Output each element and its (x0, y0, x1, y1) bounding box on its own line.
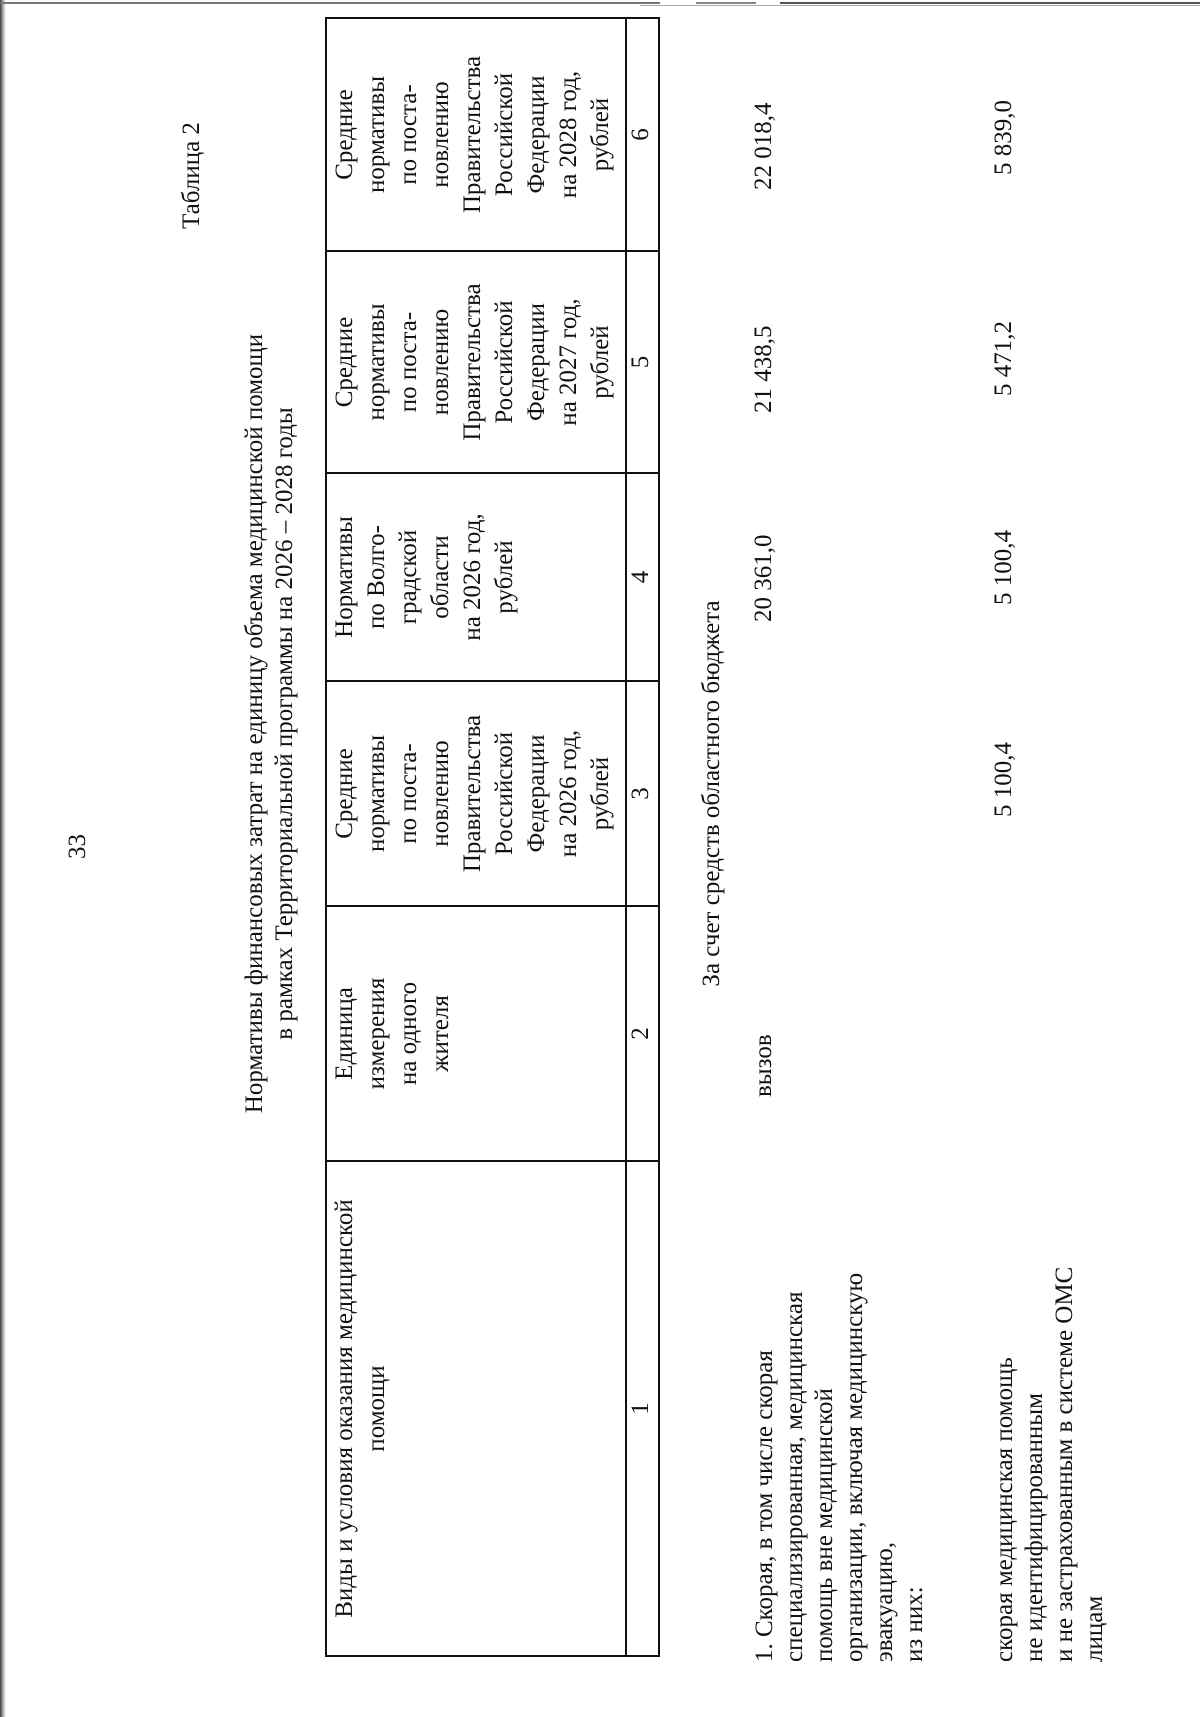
header-col-2-line-1: Единица (331, 987, 358, 1080)
header-col-6-line-2: нормативы (363, 76, 390, 194)
table-header (325, 17, 663, 1657)
header-col-6-line-9: рублей (587, 97, 614, 172)
header-col-1 (329, 1162, 393, 1655)
row-1-line-2: специализированная, медицинская (781, 1291, 808, 1662)
header-col-6-line-7: Федерации (523, 75, 550, 194)
header-col-6-line-3: по поста- (395, 84, 422, 185)
header-col-3-line-5: Правительства (459, 714, 486, 873)
header-col-4-line-1: Нормативы (331, 516, 358, 638)
table-row-2-label (990, 1142, 1110, 1662)
header-col-5-line-1: Средние (331, 316, 358, 408)
header-col-5-line-3: по поста- (395, 311, 422, 413)
row-2-line-2: не идентифицированным (1021, 1393, 1048, 1662)
row-1-rf-2027: 21 438,5 (750, 325, 777, 413)
header-col-4 (329, 474, 521, 680)
header-col-3-line-8: на 2026 год, (555, 729, 582, 858)
header-col-2 (329, 907, 457, 1160)
header-col-3-line-9: рублей (587, 756, 614, 831)
header-col-5-line-5: Правительства (459, 283, 486, 441)
row-2-rf-2027: 5 471,2 (990, 321, 1017, 396)
header-col-5-line-6: Российской (491, 300, 518, 424)
table-label: Таблица 2 (178, 122, 205, 229)
header-col-2-line-4: жителя (427, 995, 454, 1072)
header-col-5-line-9: рублей (587, 325, 614, 399)
header-col-6-line-1: Средние (331, 89, 358, 180)
header-col-3-line-4: новлению (427, 740, 454, 847)
table-top-border (325, 17, 327, 1657)
row-1-line-5: эвакуацию, (871, 1541, 898, 1662)
header-col-2-line-3: на одного (395, 981, 422, 1086)
table-title-line-2: в рамках Территориальной программы на 2026 – 2028 годы (271, 407, 298, 1040)
header-col-3-line-6: Российской (491, 731, 518, 856)
header-col-3-line-7: Федерации (523, 734, 550, 853)
header-col-5-line-2: нормативы (363, 303, 390, 421)
header-col-6-line-6: Российской (491, 72, 518, 197)
header-col-5-line-4: новлению (427, 308, 454, 416)
table-col-border-0 (325, 1655, 660, 1657)
header-col-5-line-8: на 2027 год, (555, 298, 582, 426)
page-number: 33 (64, 834, 91, 859)
row-1-line-6: из них: (901, 1586, 928, 1662)
row-1-rf-2028: 22 018,4 (750, 102, 777, 190)
header-col-1-line-1: Виды и условия оказания медицинской (331, 1199, 358, 1618)
row-1-vo-2026: 20 361,0 (750, 534, 777, 622)
header-col-6 (329, 19, 617, 250)
header-col-5 (329, 252, 617, 472)
header-col-3-line-1: Средние (331, 748, 358, 839)
table-row-1-label (750, 1142, 930, 1662)
row-1-line-4: организации, включая медицинскую (841, 1272, 868, 1662)
header-col-5-line-7: Федерации (523, 302, 550, 422)
header-col-3-line-2: нормативы (363, 735, 390, 853)
column-number-1: 1 (627, 1402, 654, 1415)
section-title: За счет средств областного бюджета (698, 600, 725, 987)
header-col-4-line-3: градской (395, 529, 422, 625)
column-number-5: 5 (627, 355, 654, 369)
header-col-3 (329, 682, 617, 905)
row-1-unit: вызов (750, 1034, 777, 1097)
header-col-4-line-6: рублей (491, 540, 518, 614)
header-col-6-line-8: на 2028 год, (555, 70, 582, 199)
row-1-line-1: 1. Скорая, в том числе скорая (751, 1350, 778, 1662)
row-2-rf-2028: 5 839,0 (990, 100, 1017, 175)
header-col-6-line-4: новлению (427, 81, 454, 188)
header-col-2-line-2: измерения (363, 977, 390, 1090)
row-2-rf-2026: 5 100,4 (990, 742, 1017, 817)
header-col-6-line-5: Правительства (459, 55, 486, 214)
header-col-4-line-2: по Волго- (363, 525, 390, 629)
column-number-2: 2 (627, 1027, 654, 1040)
row-1-line-3: помощь вне медицинской (811, 1388, 838, 1662)
row-2-line-1: скорая медицинская помощь (991, 1357, 1018, 1662)
table-title-line-1: Нормативы финансовых затрат на единицу объема медицинской помощи (241, 333, 268, 1114)
column-number-6: 6 (627, 128, 654, 141)
column-number-3: 3 (627, 787, 654, 800)
row-2-line-3: и не застрахованным в системе ОМС (1051, 1266, 1078, 1662)
header-col-3-line-3: по поста- (395, 743, 422, 844)
table-bottom-border (658, 17, 660, 1657)
row-2-vo-2026: 5 100,4 (990, 530, 1017, 605)
header-col-4-line-5: на 2026 год, (459, 513, 486, 641)
row-2-line-4: лицам (1081, 1595, 1108, 1662)
header-col-1-line-2: помощи (363, 1365, 390, 1452)
column-number-4: 4 (627, 570, 654, 584)
header-col-4-line-4: области (427, 535, 454, 619)
